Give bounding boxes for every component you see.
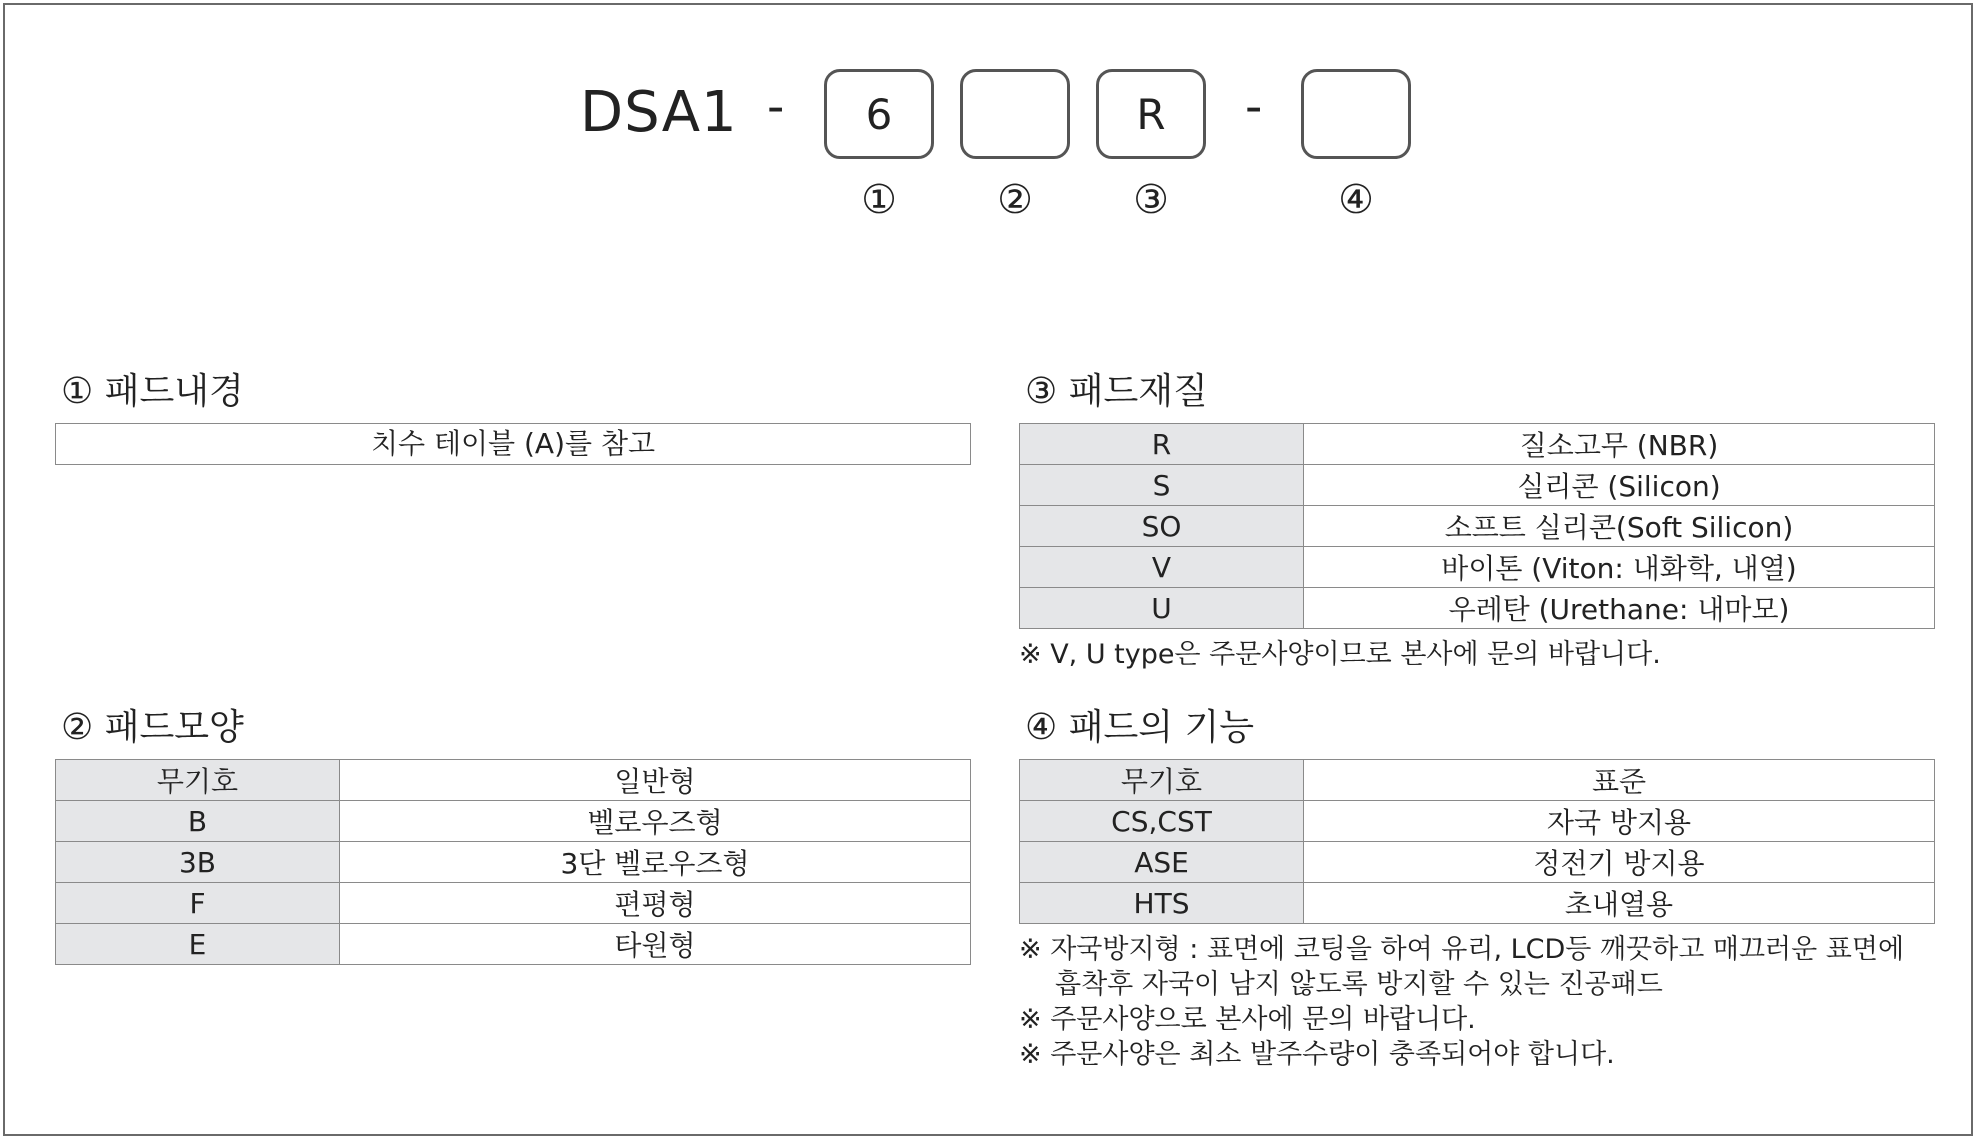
desc-cell: 우레탄 (Urethane: 내마모) [1304, 588, 1935, 629]
desc-cell: 벨로우즈형 [340, 801, 971, 842]
section-pad-shape [55, 705, 971, 965]
code-cell: ASE [1020, 842, 1304, 883]
table-row [1020, 883, 1935, 924]
material-notes [1019, 637, 1935, 672]
desc-cell: 실리콘 (Silicon) [1304, 465, 1935, 506]
code-cell: S [1020, 465, 1304, 506]
code-dash: - [1245, 79, 1263, 135]
code-box-3: R [1096, 69, 1206, 159]
table-row [1020, 506, 1935, 547]
desc-cell: 소프트 실리콘(Soft Silicon) [1304, 506, 1935, 547]
code-cell: R [1020, 424, 1304, 465]
section-title: ① 패드내경 [61, 371, 244, 412]
code-box-1: 6 [824, 69, 934, 159]
model-prefix: DSA1 [580, 80, 738, 145]
desc-cell: 표준 [1304, 760, 1935, 801]
code-box-2 [960, 69, 1070, 159]
code-cell: B [56, 801, 340, 842]
desc-cell: 바이톤 (Viton: 내화학, 내열) [1304, 547, 1935, 588]
code-cell: 무기호 [56, 760, 340, 801]
diameter-reference: 치수 테이블 (A)를 참고 [55, 423, 971, 465]
code-cell: HTS [1020, 883, 1304, 924]
desc-cell: 자국 방지용 [1304, 801, 1935, 842]
material-table [1019, 423, 1935, 629]
code-box-4 [1301, 69, 1411, 159]
code-cell: F [56, 883, 340, 924]
document-frame [3, 3, 1973, 1136]
note-line: ※ 주문사양으로 본사에 문의 바랍니다. [1019, 1004, 1476, 1035]
code-cell: E [56, 924, 340, 965]
table-row [1020, 465, 1935, 506]
desc-cell: 편평형 [340, 883, 971, 924]
table-row [1020, 547, 1935, 588]
code-number-2: ② [997, 177, 1033, 223]
table-row [1020, 588, 1935, 629]
section-title: ② 패드모양 [61, 707, 244, 748]
code-number-3: ③ [1133, 177, 1169, 223]
section-title: ④ 패드의 기능 [1025, 707, 1255, 748]
desc-cell: 질소고무 (NBR) [1304, 424, 1935, 465]
table-row [1020, 424, 1935, 465]
code-number-1: ① [861, 177, 897, 223]
section-pad-material [1019, 369, 1935, 672]
desc-cell: 정전기 방지용 [1304, 842, 1935, 883]
code-cell: SO [1020, 506, 1304, 547]
table-row [1020, 760, 1935, 801]
note-line: ※ 자국방지형 : 표면에 코팅을 하여 유리, LCD등 깨끗하고 매끄러운 표면에 [1019, 934, 1905, 965]
table-row [56, 801, 971, 842]
note-line: 흡착후 자국이 남지 않도록 방지할 수 있는 진공패드 [1055, 969, 1663, 1000]
code-cell: U [1020, 588, 1304, 629]
section-pad-diameter [55, 369, 971, 465]
note-line: ※ 주문사양은 최소 발주수량이 충족되어야 합니다. [1019, 1039, 1615, 1070]
section-title: ③ 패드재질 [1025, 371, 1208, 412]
code-cell: 무기호 [1020, 760, 1304, 801]
code-dash: - [767, 79, 785, 135]
desc-cell: 일반형 [340, 760, 971, 801]
table-row [56, 924, 971, 965]
table-row [56, 842, 971, 883]
code-cell: V [1020, 547, 1304, 588]
shape-table [55, 759, 971, 965]
function-table [1019, 759, 1935, 924]
function-notes [1019, 932, 1935, 1072]
section-pad-function [1019, 705, 1935, 1072]
model-code [5, 5, 1971, 235]
code-cell: 3B [56, 842, 340, 883]
table-row [56, 883, 971, 924]
note-line: ※ V, U type은 주문사양이므로 본사에 문의 바랍니다. [1019, 639, 1661, 670]
code-cell: CS,CST [1020, 801, 1304, 842]
code-number-4: ④ [1338, 177, 1374, 223]
table-row [1020, 842, 1935, 883]
table-row [1020, 801, 1935, 842]
desc-cell: 초내열용 [1304, 883, 1935, 924]
desc-cell: 3단 벨로우즈형 [340, 842, 971, 883]
desc-cell: 타원형 [340, 924, 971, 965]
table-row [56, 760, 971, 801]
